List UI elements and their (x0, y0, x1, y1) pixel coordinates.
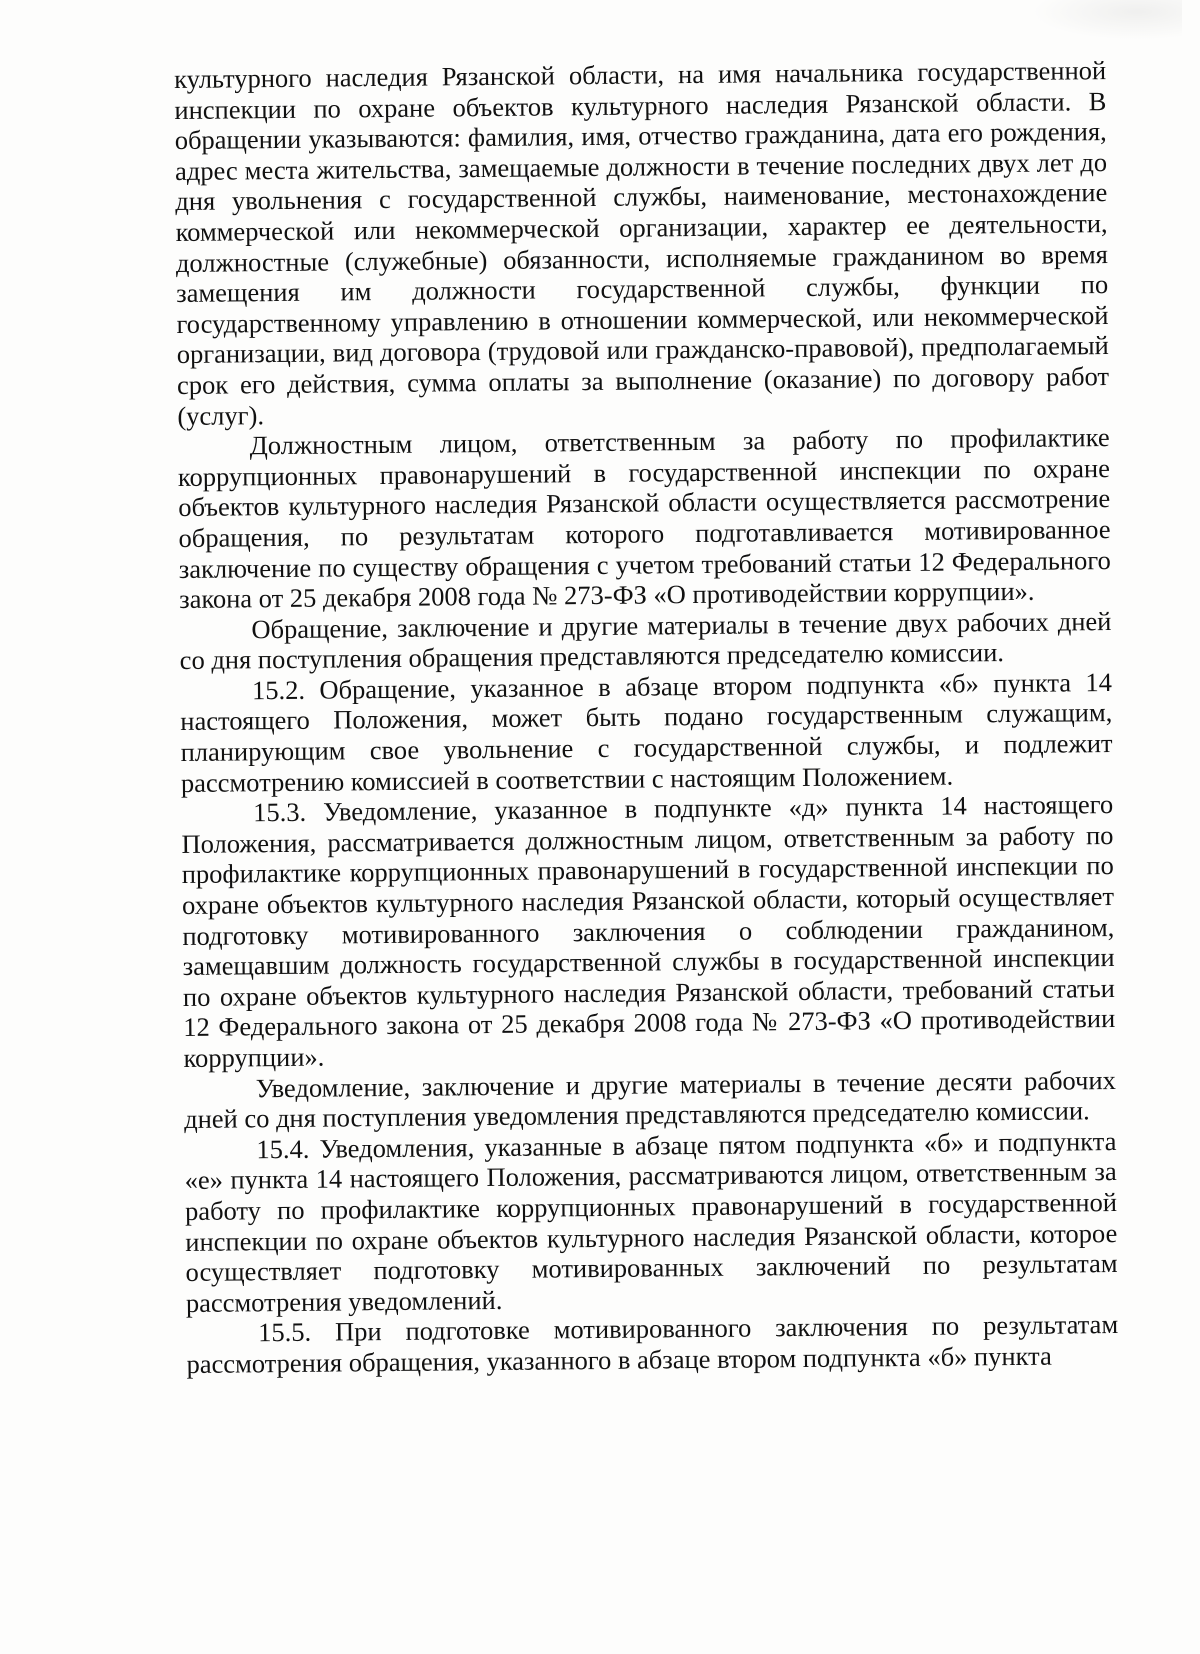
paragraph-15-5: 15.5. При подготовке мотивированного заключения по результатам рассмотрения обращения, указанного в абзаце втором подпункта «б» пункта (186, 1309, 1119, 1379)
scan-smudge (1032, 0, 1182, 40)
paragraph-15-4: 15.4. Уведомления, указанные в абзаце пятом подпункта «б» и подпункта «е» пункта 14 настоящего Положения, рассматриваются лицом, ответственным за работу по профилактике коррупционных правонарушений в государственной инспекции по охране объектов культурного наследия Рязанской области, которое осуществляет подготовку мотивированных заключений по результатам рассмотрения уведомлений. (184, 1125, 1118, 1318)
paragraph-15-3: 15.3. Уведомление, указанное в подпункте «д» пункта 14 настоящего Положения, рассматривается должностным лицом, ответственным за работу по профилактике коррупционных правонарушений в государственной инспекции по охране объектов культурного наследия Рязанской области, который осуществляет подготовку мотивированного заключения о соблюдении гражданином, замещавшим должность государственной службы в государственной инспекции по охране объектов культурного наследия Рязанской области, требований статьи 12 Федерального закона от 25 декабря 2008 года № 273-ФЗ «О противодействии коррупции». (181, 789, 1116, 1073)
paragraph-15-2: 15.2. Обращение, указанное в абзаце втором подпункта «б» пункта 14 настоящего Положения, может быть подано государственным служащим, планирующим свое увольнение с государственной службы, и подлежит рассмотрению комиссией в соответствии с настоящим Положением. (180, 666, 1113, 798)
document-body (174, 55, 1119, 1379)
paragraph-responsible-official: Должностным лицом, ответственным за работу по профилактике коррупционных правонарушений в государственной инспекции по охране объектов культурного наследия Рязанской области осуществляется рассмотрение обращения, по результатам которого подготавливается мотивированное заключение по существу обращения с учетом требований статьи 12 Федерального закона от 25 декабря 2008 года № 273-ФЗ «О противодействии коррупции». (177, 422, 1111, 615)
paragraph-continuation: культурного наследия Рязанской области, на имя начальника государственной инспекции по охране объектов культурного наследия Рязанской области. В обращении указываются: фамилия, имя, отчество гражданина, дата его рождения, адрес места жительства, замещаемые должности в течение последних двух лет до дня увольнения с государственной службы, наименование, местонахождение коммерческой или некоммерческой организации, характер ее деятельности, должностные (служебные) обязанности, исполняемые гражданином во время замещения им должности государственной службы, функции по государственному управлению в отношении коммерческой, или некоммерческой организации, вид договора (трудовой или гражданско-правовой), предполагаемый срок его действия, сумма оплаты за выполнение (оказание) по договору работ (услуг). (174, 55, 1110, 431)
paragraph-notification-materials: Уведомление, заключение и другие материалы в течение десяти рабочих дней со дня поступления уведомления представляются председателю комиссии. (183, 1064, 1116, 1135)
paragraph-materials-submission: Обращение, заключение и другие материалы в течение двух рабочих дней со дня поступления обращения представляются председателю комиссии. (179, 605, 1112, 676)
